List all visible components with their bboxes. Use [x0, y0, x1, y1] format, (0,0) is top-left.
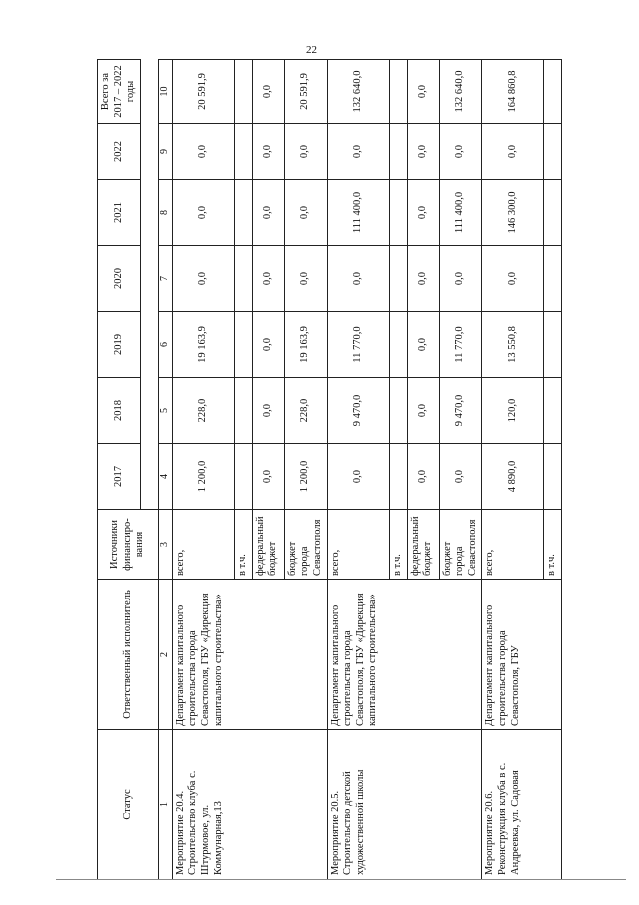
value-cell: 11 770,0 — [439, 312, 482, 378]
executor-cell: Департамент капитального строительства города Севастополя, ГБУ «Дирекция капитального строительства» — [172, 580, 327, 730]
header-year-2021: 2021 — [98, 180, 141, 246]
value-cell — [389, 246, 407, 312]
value-cell: 0,0 — [327, 444, 389, 510]
value-cell: 164 860,8 — [482, 60, 544, 124]
header-year-2022: 2022 — [98, 124, 141, 180]
value-cell: 146 300,0 — [482, 180, 544, 246]
value-cell: 9 470,0 — [327, 378, 389, 444]
value-cell: 0,0 — [407, 60, 439, 124]
financing-table — [97, 59, 562, 880]
header-year-2020: 2020 — [98, 246, 141, 312]
col-number: 10 — [158, 60, 172, 124]
value-cell: 0,0 — [407, 180, 439, 246]
value-cell: 0,0 — [252, 378, 284, 444]
value-cell: 19 163,9 — [172, 312, 234, 378]
source-cell: всего, — [482, 510, 544, 580]
footer-divider — [56, 879, 626, 880]
col-number: 2 — [158, 580, 172, 730]
source-cell: бюджет города Севастополя — [439, 510, 482, 580]
value-cell: 0,0 — [407, 124, 439, 180]
value-cell — [389, 60, 407, 124]
value-cell: 0,0 — [172, 246, 234, 312]
executor-cell: Департамент капитального строительства города Севастополя, ГБУ — [482, 580, 562, 730]
header-status: Статус — [98, 730, 159, 880]
col-number: 4 — [158, 444, 172, 510]
value-cell: 20 591,9 — [284, 60, 327, 124]
value-cell: 111 400,0 — [327, 180, 389, 246]
col-number: 6 — [158, 312, 172, 378]
value-cell — [544, 312, 562, 378]
status-cell: Мероприятие 20.6. Реконструкция клуба в с. Андреевка, ул. Садовая — [482, 730, 562, 880]
value-cell: 0,0 — [407, 444, 439, 510]
value-cell: 13 550,8 — [482, 312, 544, 378]
source-cell: в т.ч. — [544, 510, 562, 580]
value-cell: 132 640,0 — [327, 60, 389, 124]
value-cell — [544, 60, 562, 124]
value-cell — [234, 246, 252, 312]
value-cell: 111 400,0 — [439, 180, 482, 246]
value-cell: 0,0 — [407, 378, 439, 444]
col-number: 8 — [158, 180, 172, 246]
value-cell: 0,0 — [284, 246, 327, 312]
value-cell — [234, 378, 252, 444]
value-cell — [234, 180, 252, 246]
value-cell: 0,0 — [252, 312, 284, 378]
value-cell: 132 640,0 — [439, 60, 482, 124]
value-cell: 0,0 — [252, 246, 284, 312]
value-cell — [544, 180, 562, 246]
col-number: 5 — [158, 378, 172, 444]
value-cell: 11 770,0 — [327, 312, 389, 378]
value-cell: 9 470,0 — [439, 378, 482, 444]
value-cell: 0,0 — [172, 124, 234, 180]
value-cell: 0,0 — [407, 246, 439, 312]
col-number: 7 — [158, 246, 172, 312]
value-cell: 228,0 — [172, 378, 234, 444]
header-year-2018: 2018 — [98, 378, 141, 444]
value-cell — [389, 312, 407, 378]
source-cell: всего, — [327, 510, 389, 580]
value-cell — [234, 60, 252, 124]
table-row — [327, 60, 389, 880]
source-cell: федеральный бюджет — [407, 510, 439, 580]
table-row — [172, 60, 234, 880]
source-cell: бюджет города Севастополя — [284, 510, 327, 580]
value-cell — [234, 124, 252, 180]
value-cell — [234, 312, 252, 378]
col-number: 9 — [158, 124, 172, 180]
value-cell — [389, 124, 407, 180]
value-cell: 0,0 — [252, 180, 284, 246]
value-cell — [544, 246, 562, 312]
value-cell: 0,0 — [327, 246, 389, 312]
value-cell: 1 200,0 — [172, 444, 234, 510]
header-executor: Ответственный исполнитель — [98, 580, 159, 730]
header-year-2017: 2017 — [98, 444, 141, 510]
col-number: 1 — [158, 730, 172, 880]
value-cell: 0,0 — [439, 444, 482, 510]
header-source: Источники финансиро-вания — [98, 510, 159, 580]
source-cell: в т.ч. — [389, 510, 407, 580]
value-cell: 228,0 — [284, 378, 327, 444]
source-cell: всего, — [172, 510, 234, 580]
value-cell: 0,0 — [252, 124, 284, 180]
header-total: Всего за 2017 – 2022 годы — [98, 60, 141, 124]
value-cell: 0,0 — [327, 124, 389, 180]
source-cell: в т.ч. — [234, 510, 252, 580]
value-cell: 1 200,0 — [284, 444, 327, 510]
value-cell: 0,0 — [284, 180, 327, 246]
value-cell — [544, 444, 562, 510]
value-cell — [389, 180, 407, 246]
value-cell: 0,0 — [439, 124, 482, 180]
value-cell: 0,0 — [439, 246, 482, 312]
header-year-2019: 2019 — [98, 312, 141, 378]
value-cell — [544, 378, 562, 444]
value-cell: 20 591,9 — [172, 60, 234, 124]
value-cell: 0,0 — [284, 124, 327, 180]
value-cell: 0,0 — [172, 180, 234, 246]
value-cell: 4 890,0 — [482, 444, 544, 510]
status-cell: Мероприятие 20.5. Строительство детской художественной школы — [327, 730, 482, 880]
value-cell — [389, 378, 407, 444]
col-number: 3 — [158, 510, 172, 580]
value-cell: 0,0 — [482, 246, 544, 312]
table-row — [482, 60, 544, 880]
value-cell: 0,0 — [482, 124, 544, 180]
value-cell — [389, 444, 407, 510]
value-cell: 19 163,9 — [284, 312, 327, 378]
value-cell: 0,0 — [407, 312, 439, 378]
value-cell — [234, 444, 252, 510]
value-cell — [544, 124, 562, 180]
status-cell: Мероприятие 20.4. Строительство клуба с. Штурмовое, ул. Коммунарная,13 — [172, 730, 327, 880]
value-cell: 120,0 — [482, 378, 544, 444]
executor-cell: Департамент капитального строительства города Севастополя, ГБУ «Дирекция капитального строительства» — [327, 580, 482, 730]
rotated-table-container — [97, 60, 558, 880]
table-body — [172, 60, 562, 880]
source-cell: федеральный бюджет — [252, 510, 284, 580]
page-number: 22 — [306, 44, 317, 56]
value-cell: 0,0 — [252, 60, 284, 124]
value-cell: 0,0 — [252, 444, 284, 510]
